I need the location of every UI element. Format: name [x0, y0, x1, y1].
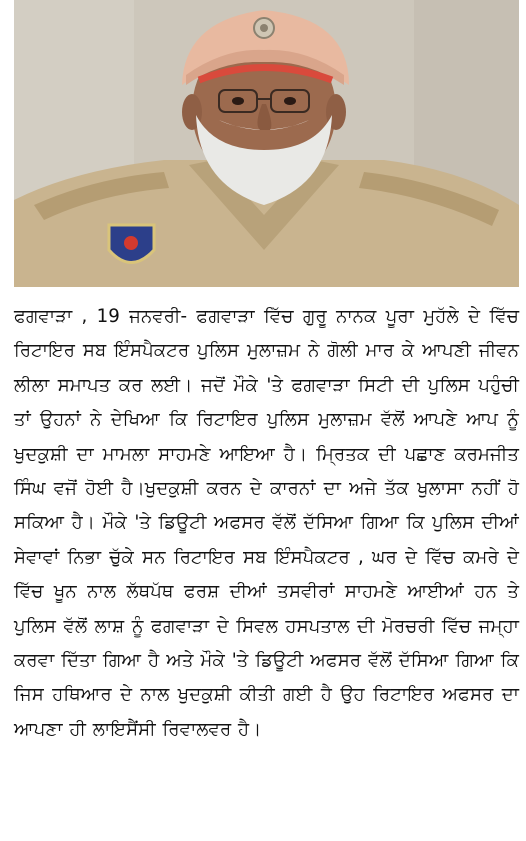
article-body: ਫਗਵਾੜਾ , 19 ਜਨਵਰੀ- ਫਗਵਾੜਾ ਵਿੱਚ ਗੁਰੂ ਨਾਨਕ ਪੂਰਾ ਮੁਹੱਲੇ ਦੇ ਵਿੱਚ ਰਿਟਾਇਰ ਸਬ ਇੰਸਪੈਕਟਰ ਪੁਲਿਸ ਮੁਲਾਜ਼ਮ ਨੇ ਗੋਲੀ ਮਾਰ ਕੇ ਆਪਣੀ ਜੀਵਨ ਲੀਲਾ ਸਮਾਪਤ ਕਰ ਲਈ। ਜਦੋਂ ਮੌਕੇ 'ਤੇ ਫਗਵਾੜਾ ਸਿਟੀ ਦੀ ਪੁਲਿਸ ਪਹੁੰਚੀ ਤਾਂ ਉਹਨਾਂ ਨੇ ਦੇਖਿਆ ਕਿ ਰਿਟਾਇਰ ਪੁਲਿਸ ਮੁਲਾਜ਼ਮ ਵੱਲੋਂ ਆਪਣੇ ਆਪ ਨੂੰ ਖੁਦਕੁਸ਼ੀ ਦਾ ਮਾਮਲਾ ਸਾਹਮਣੇ ਆਇਆ ਹੈ। ਮ੍ਰਿਤਕ ਦੀ ਪਛਾਣ ਕਰਮਜੀਤ ਸਿੰਘ ਵਜੋਂ ਹੋਈ ਹੈ।ਖੁਦਕੁਸ਼ੀ ਕਰਨ ਦੇ ਕਾਰਨਾਂ ਦਾ ਅਜੇ ਤੱਕ ਖੁਲਾਸਾ ਨਹੀਂ ਹੋ ਸਕਿਆ ਹੈ। ਮੌਕੇ 'ਤੇ ਡਿਊਟੀ ਅਫਸਰ ਵੱਲੋਂ ਦੱਸਿਆ ਗਿਆ ਕਿ ਪੁਲਿਸ ਦੀਆਂ ਸੇਵਾਵਾਂ ਨਿਭਾ ਚੁੱਕੇ ਸਨ ਰਿਟਾਇਰ ਸਬ ਇੰਸਪੈਕਟਰ , ਘਰ ਦੇ ਵਿੱਚ ਕਮਰੇ ਦੇ ਵਿੱਚ ਖੂਨ ਨਾਲ ਲੱਥਪੱਥ ਫਰਸ਼ ਦੀਆਂ ਤਸਵੀਰਾਂ ਸਾਹਮਣੇ ਆਈਆਂ ਹਨ ਤੇ ਪੁਲਿਸ ਵੱਲੋਂ ਲਾਸ਼ ਨੂੰ ਫਗਵਾੜਾ ਦੇ ਸਿਵਲ ਹਸਪਤਾਲ ਦੀ ਮੋਰਚਰੀ ਵਿੱਚ ਜਮ੍ਹਾ ਕਰਵਾ ਦਿੱਤਾ ਗਿਆ ਹੈ ਅਤੇ ਮੌਕੇ 'ਤੇ ਡਿਊਟੀ ਅਫਸਰ ਵੱਲੋਂ ਦੱਸਿਆ ਗਿਆ ਕਿ ਜਿਸ ਹਥਿਆਰ ਦੇ ਨਾਲ ਖੁਦਕੁਸ਼ੀ ਕੀਤੀ ਗਈ ਹੈ ਉਹ ਰਿਟਾਇਰ ਅਫਸਰ ਦਾ ਆਪਣਾ ਹੀ ਲਾਇਸੈਂਸੀ ਰਿਵਾਲਵਰ ਹੈ। — [14, 306, 519, 740]
portrait-photo — [14, 0, 519, 287]
portrait-illustration — [14, 0, 519, 287]
police-badge-icon — [109, 225, 154, 263]
news-article — [14, 300, 519, 747]
turban-emblem-icon — [254, 18, 274, 38]
